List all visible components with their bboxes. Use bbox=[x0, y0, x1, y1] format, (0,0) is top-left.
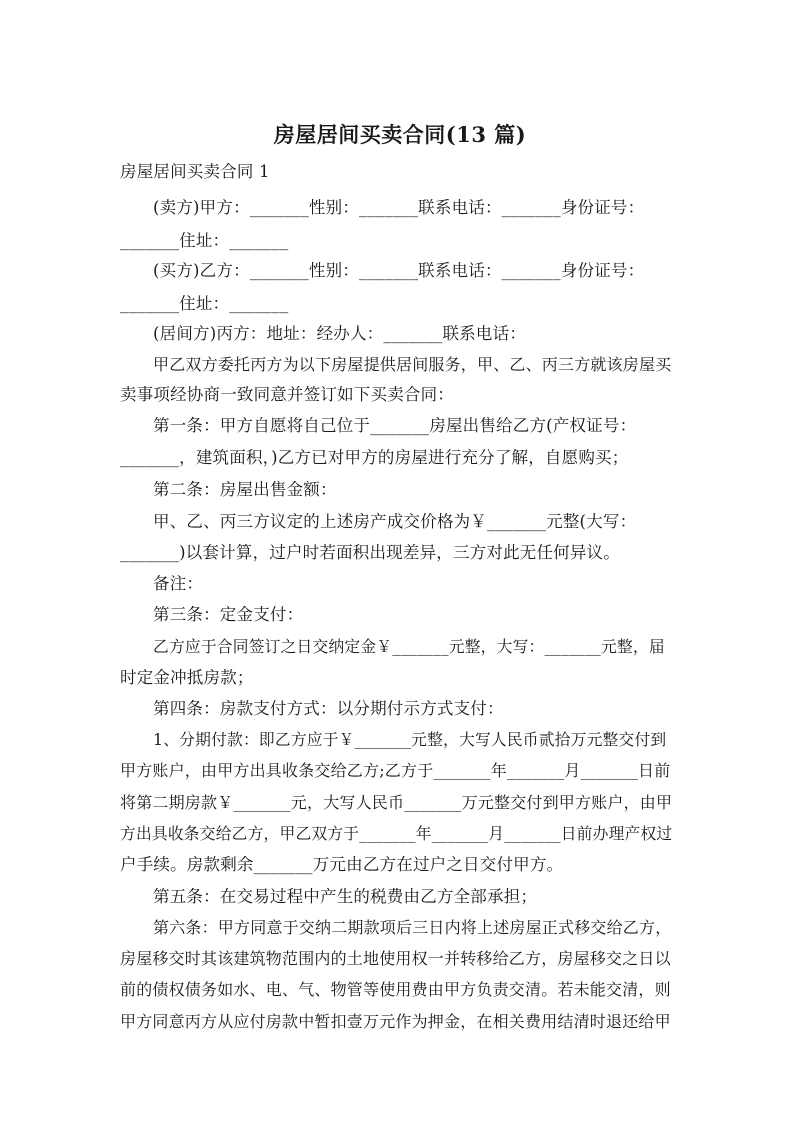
article-5-line: 第五条：在交易过程中产生的税费由乙方全部承担； bbox=[153, 887, 538, 906]
article-4-line: 方出具收条交给乙方，甲乙双方于_______年_______月_______日前办理产权过 bbox=[120, 824, 673, 843]
article-3-line: 乙方应于合同签订之日交纳定金￥_______元整，大写：_______元整，届 bbox=[153, 637, 665, 656]
article-3-line: 第三条：定金支付： bbox=[153, 605, 304, 624]
article-2-line: _______)以套计算，过户时若面积出现差异，三方对此无任何异议。 bbox=[120, 543, 620, 562]
document-title: 房屋居间买卖合同(13 篇) bbox=[273, 122, 527, 147]
article-6-line: 前的债权债务如水、电、气、物管等使用费由甲方负责交清。若未能交清，则 bbox=[120, 980, 671, 999]
article-4-line: 甲方账户，由甲方出具收条交给乙方;乙方于_______年_______月_______日前 bbox=[120, 761, 671, 780]
agent-line: (居间方)丙方：地址：经办人：_______联系电话： bbox=[153, 324, 527, 343]
article-4-line: 第四条：房款支付方式：以分期付示方式支付： bbox=[153, 699, 504, 718]
section-heading: 房屋居间买卖合同 1 bbox=[120, 162, 270, 181]
article-6-line: 甲方同意丙方从应付房款中暂扣壹万元作为押金，在相关费用结清时退还给甲 bbox=[120, 1012, 671, 1031]
article-4-line: 将第二期房款￥_______元，大写人民币_______万元整交付到甲方账户，由甲 bbox=[120, 793, 673, 812]
seller-line-1: (卖方)甲方：_______性别：_______联系电话：_______身份证号： bbox=[153, 198, 645, 217]
article-2-line: 第二条：房屋出售金额： bbox=[153, 480, 337, 499]
article-2-line: 甲、乙、丙三方议定的上述房产成交价格为￥_______元整(大写： bbox=[153, 512, 637, 531]
article-1-line: 第一条：甲方自愿将自己位于_______房屋出售给乙方(产权证号： bbox=[153, 416, 637, 435]
article-3-line: 时定金冲抵房款； bbox=[120, 668, 254, 687]
article-6-line: 房屋移交时其该建筑物范围内的土地使用权一并转移给乙方，房屋移交之日以 bbox=[120, 949, 671, 968]
article-4-line: 户手续。房款剩余_______万元由乙方在过户之日交付甲方。 bbox=[120, 855, 564, 874]
article-1-line: _______，建筑面积，)乙方已对甲方的房屋进行充分了解，自愿购买； bbox=[120, 448, 629, 467]
note-line: 备注： bbox=[153, 574, 204, 593]
buyer-line-1: (买方)乙方：_______性别：_______联系电话：_______身份证号： bbox=[153, 261, 645, 280]
article-4-line: 1、分期付款：即乙方应于￥_______元整，大写人民币贰拾万元整交付到 bbox=[153, 730, 667, 749]
paragraph-line: 卖事项经协商一致同意并签订如下买卖合同： bbox=[120, 385, 454, 404]
paragraph-line: 甲乙双方委托丙方为以下房屋提供居间服务，甲、乙、丙三方就该房屋买 bbox=[153, 355, 672, 374]
seller-line-2: _______住址：_______ bbox=[120, 231, 289, 250]
article-6-line: 第六条：甲方同意于交纳二期款项后三日内将上述房屋正式移交给乙方， bbox=[153, 918, 672, 937]
buyer-line-2: _______住址：_______ bbox=[120, 294, 289, 313]
